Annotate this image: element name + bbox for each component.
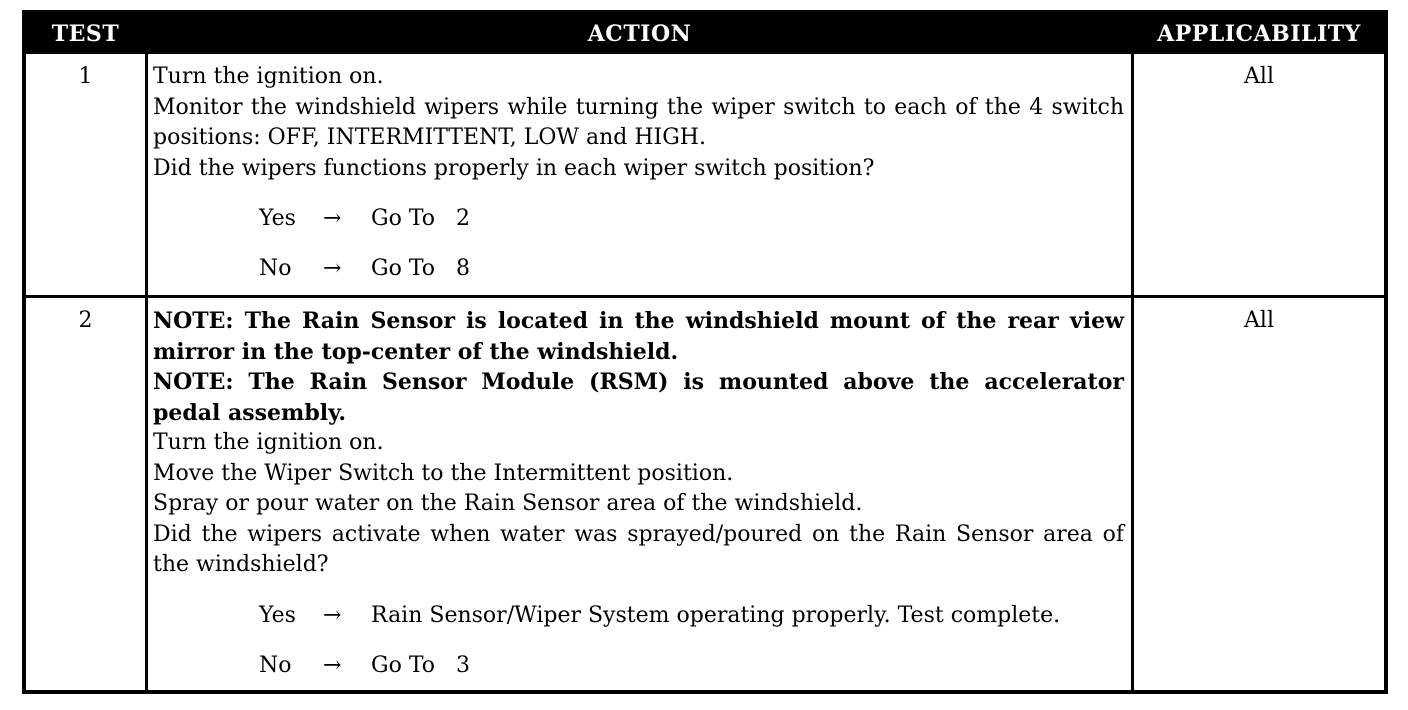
arrow-icon: → — [323, 256, 342, 281]
instruction-line: Turn the ignition on. — [153, 430, 384, 455]
instruction-line: Monitor the windshield wipers while turning the wiper switch to each of the 4 switch positions: OFF, INTERMITTENT, LOW and HIGH. — [153, 94, 1124, 150]
instruction-line: Turn the ignition on. — [153, 64, 384, 89]
header-action: ACTION — [587, 21, 692, 47]
response-answer: No — [259, 256, 292, 281]
column-divider — [145, 54, 148, 694]
response-no — [153, 244, 1124, 294]
response-answer: No — [259, 652, 292, 678]
instruction-line: Spray or pour water on the Rain Sensor area of the windshield. — [153, 491, 863, 516]
diagnostic-table — [22, 10, 1388, 694]
applicability-value: All — [1244, 64, 1274, 89]
instruction-line: Move the Wiper Switch to the Intermittent position. — [153, 460, 734, 486]
response-result: Go To 2 — [371, 206, 470, 231]
applicability-value: All — [1244, 308, 1274, 333]
test-number: 1 — [78, 64, 93, 89]
row-divider — [26, 295, 1384, 298]
arrow-icon: → — [323, 652, 342, 678]
question-line: Did the wipers functions properly in each wiper switch position? — [153, 155, 875, 181]
arrow-icon: → — [323, 602, 342, 628]
action-cell — [153, 62, 1124, 294]
response-result: Rain Sensor/Wiper System operating properly. Test complete. — [371, 602, 1061, 628]
note-text: NOTE: The Rain Sensor Module (RSM) is mounted above the accelerator pedal assembly. — [153, 369, 1124, 426]
response-answer: Yes — [259, 602, 296, 628]
column-divider — [1131, 54, 1134, 694]
header-test: TEST — [51, 21, 120, 47]
response-result: Go To 8 — [371, 256, 470, 281]
response-result: Go To 3 — [371, 652, 470, 678]
response-yes — [153, 194, 1124, 244]
response-no — [153, 641, 1124, 691]
test-number: 2 — [78, 308, 93, 333]
question-line: Did the wipers activate when water was sprayed/poured on the Rain Sensor area of the windshield? — [153, 521, 1124, 577]
response-answer: Yes — [259, 206, 296, 231]
action-cell — [153, 306, 1124, 691]
response-yes — [153, 591, 1124, 641]
table-header — [26, 14, 1384, 54]
arrow-icon: → — [323, 206, 342, 231]
header-applicability: APPLICABILITY — [1157, 21, 1361, 47]
note-text: NOTE: The Rain Sensor is located in the windshield mount of the rear view mirror in the top-center of the windshield. — [153, 308, 1124, 365]
